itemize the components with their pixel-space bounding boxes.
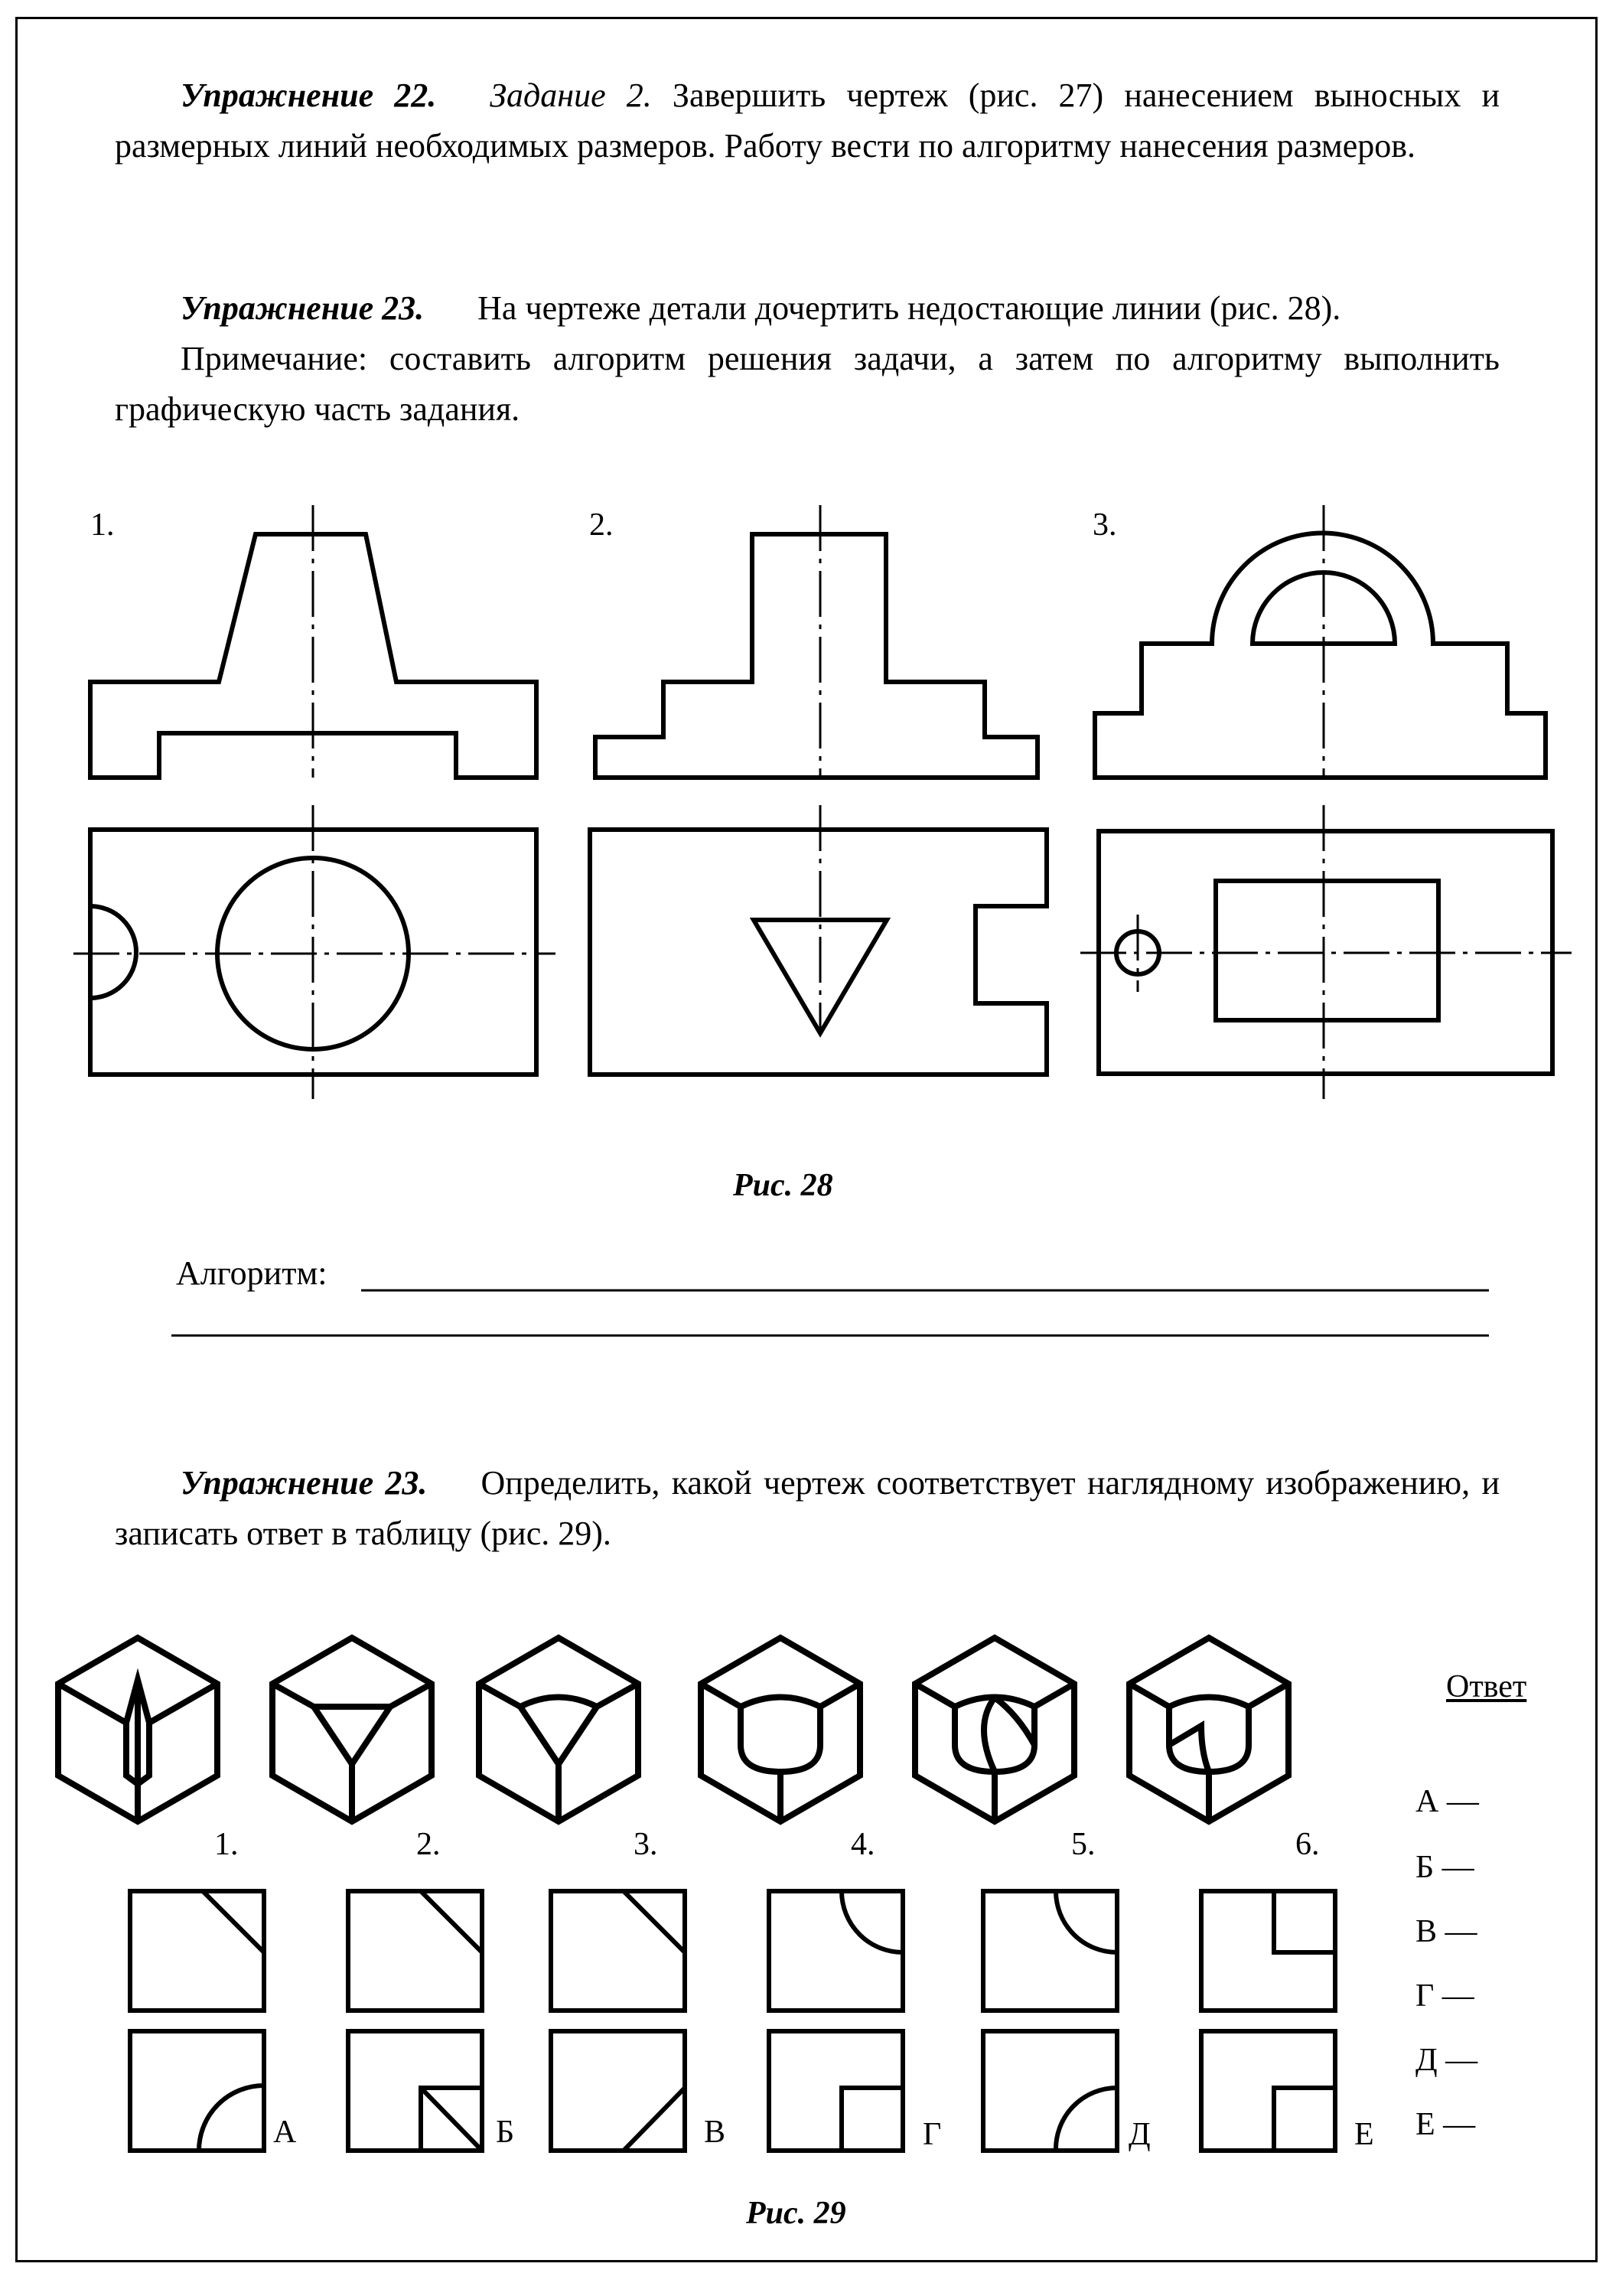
cube-2: [272, 1638, 432, 1821]
cube-label-6: 6.: [1295, 1827, 1320, 1862]
answer-title: Ответ: [1446, 1669, 1527, 1704]
fig28-label-1: 1.: [90, 507, 115, 543]
algorithm-label: Алгоритм:: [176, 1254, 327, 1292]
view-top-6: [1201, 1891, 1335, 2011]
answer-row-B: Б —: [1415, 1850, 1474, 1885]
exercise-22-task: Задание 2.: [490, 77, 652, 114]
exercise-22-text: Завершить чертеж (рис. 27) нанесением выносных и размерных линий необходимых размеров. Работу вести по алгоритму нанесения размеров.: [115, 77, 1500, 165]
fig28-1-half-circle: [90, 906, 136, 998]
cube-5: [915, 1638, 1074, 1821]
answer-row-E: Е —: [1415, 2107, 1476, 2142]
cube-label-3: 3.: [634, 1827, 658, 1862]
view-label-A: А: [273, 2115, 297, 2150]
view-bottom-V: [551, 2031, 685, 2151]
answer-row-V: В —: [1415, 1914, 1477, 1949]
fig28-2-top-outline: [590, 830, 1047, 1075]
view-top-4: [769, 1891, 903, 2011]
view-top-5: [983, 1891, 1117, 2011]
fig28-label-2: 2.: [589, 507, 614, 543]
view-label-E: Е: [1354, 2117, 1374, 2152]
exercise-23b-label: Упражнение 23.: [181, 1464, 428, 1502]
answer-row-G: Г —: [1415, 1978, 1474, 2014]
cube-1: [58, 1638, 217, 1821]
fig28-2-front-outline: [595, 534, 1038, 778]
view-bottom-E: [1201, 2031, 1335, 2151]
cube-label-1: 1.: [214, 1827, 239, 1862]
fig28-3-front-outline: [1095, 533, 1546, 778]
view-label-D: Д: [1129, 2117, 1151, 2152]
cube-label-2: 2.: [416, 1827, 441, 1862]
exercise-23a-note: Примечание: составить алгоритм решения задачи, а затем по алгоритму выполнить графическую часть задания.: [115, 340, 1500, 428]
view-bottom-G: [769, 2031, 903, 2151]
exercise-22-label: Упражнение 22.: [181, 77, 437, 114]
exercise-23-b: [115, 1458, 1500, 1559]
view-bottom-A: [130, 2031, 264, 2151]
fig28-caption: Рис. 28: [733, 1168, 833, 1203]
answer-row-D: Д —: [1415, 2043, 1478, 2078]
view-bottom-D: [983, 2031, 1117, 2151]
exercise-23a-label: Упражнение 23.: [181, 289, 425, 327]
cube-4: [701, 1638, 860, 1821]
fig28-label-3: 3.: [1093, 507, 1117, 543]
view-label-B: Б: [496, 2115, 515, 2150]
answer-row-A: А —: [1415, 1784, 1479, 1819]
fig28-3-inner-rect: [1216, 881, 1438, 1020]
cube-label-5: 5.: [1071, 1827, 1096, 1862]
fig29-caption: Рис. 29: [746, 2196, 846, 2231]
view-top-3: [551, 1891, 685, 2011]
view-top-1: [130, 1891, 264, 2011]
exercise-23b-text: Определить, какой чертеж соответствует наглядному изображению, и записать ответ в таблицу (рис. 29).: [115, 1464, 1500, 1552]
view-label-V: В: [704, 2115, 726, 2150]
view-bottom-B: [348, 2031, 482, 2151]
exercise-23a-text: На чертеже детали дочертить недостающие линии (рис. 28).: [477, 289, 1341, 327]
view-label-G: Г: [923, 2117, 942, 2152]
cube-3: [479, 1638, 638, 1821]
view-top-2: [348, 1891, 482, 2011]
cube-label-4: 4.: [851, 1827, 875, 1862]
cube-6: [1129, 1638, 1288, 1821]
